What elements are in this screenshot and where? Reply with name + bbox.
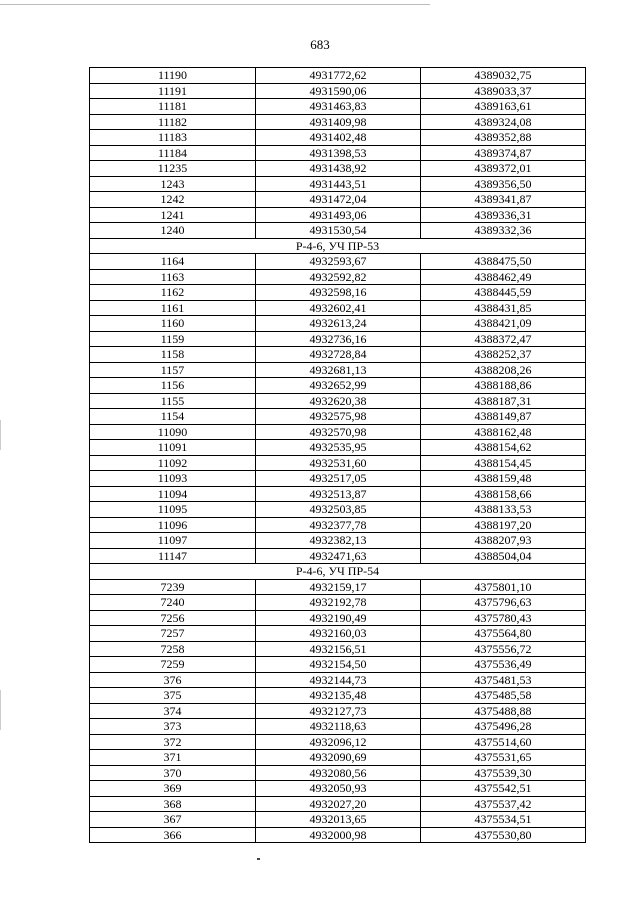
section-heading-row xyxy=(90,238,586,254)
y-coordinate-cell: 4375556,72 xyxy=(421,641,586,657)
y-coordinate-cell: 4388159,48 xyxy=(421,471,586,487)
table-row xyxy=(90,548,586,564)
y-coordinate-cell: 4388158,66 xyxy=(421,486,586,502)
scan-margin-mark xyxy=(0,420,1,450)
section-heading-row xyxy=(90,564,586,580)
x-coordinate-cell: 4932127,73 xyxy=(256,703,421,719)
point-number-cell: 11094 xyxy=(90,486,256,502)
y-coordinate-cell: 4388188,86 xyxy=(421,378,586,394)
point-number-cell: 370 xyxy=(90,765,256,781)
x-coordinate-cell: 4931530,54 xyxy=(256,223,421,239)
table-row xyxy=(90,223,586,239)
x-coordinate-cell: 4932050,93 xyxy=(256,781,421,797)
point-number-cell: 11096 xyxy=(90,517,256,533)
table-row xyxy=(90,533,586,549)
point-number-cell: 1243 xyxy=(90,176,256,192)
table-row xyxy=(90,68,586,84)
table-row xyxy=(90,471,586,487)
y-coordinate-cell: 4388133,53 xyxy=(421,502,586,518)
table-row xyxy=(90,517,586,533)
y-coordinate-cell: 4388445,59 xyxy=(421,285,586,301)
y-coordinate-cell: 4388504,04 xyxy=(421,548,586,564)
top-scan-rule xyxy=(0,4,430,5)
y-coordinate-cell: 4388197,20 xyxy=(421,517,586,533)
x-coordinate-cell: 4932593,67 xyxy=(256,254,421,270)
x-coordinate-cell: 4931398,53 xyxy=(256,145,421,161)
point-number-cell: 11092 xyxy=(90,455,256,471)
y-coordinate-cell: 4389332,36 xyxy=(421,223,586,239)
y-coordinate-cell: 4389336,31 xyxy=(421,207,586,223)
y-coordinate-cell: 4388187,31 xyxy=(421,393,586,409)
y-coordinate-cell: 4375534,51 xyxy=(421,812,586,828)
x-coordinate-cell: 4932090,69 xyxy=(256,750,421,766)
y-coordinate-cell: 4388372,47 xyxy=(421,331,586,347)
point-number-cell: 11181 xyxy=(90,99,256,115)
x-coordinate-cell: 4932190,49 xyxy=(256,610,421,626)
y-coordinate-cell: 4389324,08 xyxy=(421,114,586,130)
y-coordinate-cell: 4388162,48 xyxy=(421,424,586,440)
point-number-cell: 1154 xyxy=(90,409,256,425)
section-heading: Р-4-6, УЧ ПР-53 xyxy=(90,238,586,254)
table-row xyxy=(90,734,586,750)
x-coordinate-cell: 4932535,95 xyxy=(256,440,421,456)
x-coordinate-cell: 4932575,98 xyxy=(256,409,421,425)
point-number-cell: 1158 xyxy=(90,347,256,363)
table-row xyxy=(90,331,586,347)
point-number-cell: 11184 xyxy=(90,145,256,161)
y-coordinate-cell: 4375530,80 xyxy=(421,827,586,843)
point-number-cell: 1163 xyxy=(90,269,256,285)
x-coordinate-cell: 4932513,87 xyxy=(256,486,421,502)
y-coordinate-cell: 4389352,88 xyxy=(421,130,586,146)
point-number-cell: 11235 xyxy=(90,161,256,177)
y-coordinate-cell: 4389033,37 xyxy=(421,83,586,99)
point-number-cell: 11147 xyxy=(90,548,256,564)
x-coordinate-cell: 4931472,04 xyxy=(256,192,421,208)
x-coordinate-cell: 4932613,24 xyxy=(256,316,421,332)
y-coordinate-cell: 4388431,85 xyxy=(421,300,586,316)
y-coordinate-cell: 4375542,51 xyxy=(421,781,586,797)
table-row xyxy=(90,703,586,719)
x-coordinate-cell: 4931402,48 xyxy=(256,130,421,146)
table-row xyxy=(90,579,586,595)
x-coordinate-cell: 4932503,85 xyxy=(256,502,421,518)
y-coordinate-cell: 4389374,87 xyxy=(421,145,586,161)
x-coordinate-cell: 4932027,20 xyxy=(256,796,421,812)
point-number-cell: 1155 xyxy=(90,393,256,409)
x-coordinate-cell: 4932154,50 xyxy=(256,657,421,673)
coordinates-table-body xyxy=(90,68,586,843)
y-coordinate-cell: 4375539,30 xyxy=(421,765,586,781)
point-number-cell: 11093 xyxy=(90,471,256,487)
table-row xyxy=(90,765,586,781)
table-row xyxy=(90,595,586,611)
scan-speck xyxy=(257,858,260,860)
y-coordinate-cell: 4388475,50 xyxy=(421,254,586,270)
x-coordinate-cell: 4932592,82 xyxy=(256,269,421,285)
table-row xyxy=(90,440,586,456)
table-row xyxy=(90,99,586,115)
x-coordinate-cell: 4931443,51 xyxy=(256,176,421,192)
x-coordinate-cell: 4932471,63 xyxy=(256,548,421,564)
point-number-cell: 376 xyxy=(90,672,256,688)
y-coordinate-cell: 4389372,01 xyxy=(421,161,586,177)
x-coordinate-cell: 4932096,12 xyxy=(256,734,421,750)
y-coordinate-cell: 4388421,09 xyxy=(421,316,586,332)
y-coordinate-cell: 4389356,50 xyxy=(421,176,586,192)
table-row xyxy=(90,269,586,285)
point-number-cell: 7239 xyxy=(90,579,256,595)
point-number-cell: 371 xyxy=(90,750,256,766)
table-row xyxy=(90,114,586,130)
x-coordinate-cell: 4931463,83 xyxy=(256,99,421,115)
table-row xyxy=(90,641,586,657)
y-coordinate-cell: 4388462,49 xyxy=(421,269,586,285)
x-coordinate-cell: 4932144,73 xyxy=(256,672,421,688)
point-number-cell: 1156 xyxy=(90,378,256,394)
point-number-cell: 1160 xyxy=(90,316,256,332)
point-number-cell: 375 xyxy=(90,688,256,704)
point-number-cell: 1242 xyxy=(90,192,256,208)
x-coordinate-cell: 4932570,98 xyxy=(256,424,421,440)
y-coordinate-cell: 4375796,63 xyxy=(421,595,586,611)
y-coordinate-cell: 4375485,58 xyxy=(421,688,586,704)
scan-margin-mark xyxy=(0,690,1,730)
table-row xyxy=(90,83,586,99)
y-coordinate-cell: 4389032,75 xyxy=(421,68,586,84)
page-number: 683 xyxy=(310,37,330,52)
coordinates-table xyxy=(89,67,586,843)
x-coordinate-cell: 4932681,13 xyxy=(256,362,421,378)
table-row xyxy=(90,796,586,812)
x-coordinate-cell: 4932598,16 xyxy=(256,285,421,301)
y-coordinate-cell: 4375801,10 xyxy=(421,579,586,595)
table-row xyxy=(90,145,586,161)
x-coordinate-cell: 4932000,98 xyxy=(256,827,421,843)
point-number-cell: 11097 xyxy=(90,533,256,549)
table-row xyxy=(90,378,586,394)
x-coordinate-cell: 4932192,78 xyxy=(256,595,421,611)
y-coordinate-cell: 4375564,80 xyxy=(421,626,586,642)
point-number-cell: 11182 xyxy=(90,114,256,130)
x-coordinate-cell: 4931772,62 xyxy=(256,68,421,84)
table-row xyxy=(90,812,586,828)
x-coordinate-cell: 4932080,56 xyxy=(256,765,421,781)
table-row xyxy=(90,347,586,363)
y-coordinate-cell: 4388208,26 xyxy=(421,362,586,378)
table-row xyxy=(90,409,586,425)
x-coordinate-cell: 4932602,41 xyxy=(256,300,421,316)
x-coordinate-cell: 4931590,06 xyxy=(256,83,421,99)
y-coordinate-cell: 4388154,62 xyxy=(421,440,586,456)
table-row xyxy=(90,285,586,301)
table-row xyxy=(90,719,586,735)
point-number-cell: 11090 xyxy=(90,424,256,440)
y-coordinate-cell: 4375514,60 xyxy=(421,734,586,750)
point-number-cell: 372 xyxy=(90,734,256,750)
x-coordinate-cell: 4931493,06 xyxy=(256,207,421,223)
y-coordinate-cell: 4389163,61 xyxy=(421,99,586,115)
y-coordinate-cell: 4388207,93 xyxy=(421,533,586,549)
point-number-cell: 7258 xyxy=(90,641,256,657)
point-number-cell: 1157 xyxy=(90,362,256,378)
table-row xyxy=(90,362,586,378)
section-heading: Р-4-6, УЧ ПР-54 xyxy=(90,564,586,580)
point-number-cell: 11091 xyxy=(90,440,256,456)
point-number-cell: 11183 xyxy=(90,130,256,146)
x-coordinate-cell: 4932156,51 xyxy=(256,641,421,657)
point-number-cell: 11190 xyxy=(90,68,256,84)
x-coordinate-cell: 4931438,92 xyxy=(256,161,421,177)
table-row xyxy=(90,750,586,766)
table-row xyxy=(90,424,586,440)
table-row xyxy=(90,393,586,409)
table-row xyxy=(90,254,586,270)
table-row xyxy=(90,657,586,673)
point-number-cell: 1164 xyxy=(90,254,256,270)
point-number-cell: 373 xyxy=(90,719,256,735)
y-coordinate-cell: 4375780,43 xyxy=(421,610,586,626)
point-number-cell: 7256 xyxy=(90,610,256,626)
x-coordinate-cell: 4932135,48 xyxy=(256,688,421,704)
table-row xyxy=(90,827,586,843)
table-row xyxy=(90,130,586,146)
point-number-cell: 366 xyxy=(90,827,256,843)
table-row xyxy=(90,176,586,192)
y-coordinate-cell: 4375488,88 xyxy=(421,703,586,719)
y-coordinate-cell: 4375536,49 xyxy=(421,657,586,673)
table-row xyxy=(90,672,586,688)
table-row xyxy=(90,316,586,332)
y-coordinate-cell: 4375537,42 xyxy=(421,796,586,812)
x-coordinate-cell: 4932736,16 xyxy=(256,331,421,347)
y-coordinate-cell: 4388149,87 xyxy=(421,409,586,425)
x-coordinate-cell: 4932160,03 xyxy=(256,626,421,642)
x-coordinate-cell: 4931409,98 xyxy=(256,114,421,130)
x-coordinate-cell: 4932620,38 xyxy=(256,393,421,409)
x-coordinate-cell: 4932013,65 xyxy=(256,812,421,828)
x-coordinate-cell: 4932118,63 xyxy=(256,719,421,735)
table-row xyxy=(90,502,586,518)
table-row xyxy=(90,207,586,223)
table-row xyxy=(90,161,586,177)
point-number-cell: 374 xyxy=(90,703,256,719)
point-number-cell: 1241 xyxy=(90,207,256,223)
table-row xyxy=(90,455,586,471)
x-coordinate-cell: 4932382,13 xyxy=(256,533,421,549)
y-coordinate-cell: 4375531,65 xyxy=(421,750,586,766)
table-row xyxy=(90,300,586,316)
point-number-cell: 1240 xyxy=(90,223,256,239)
table-row xyxy=(90,781,586,797)
x-coordinate-cell: 4932377,78 xyxy=(256,517,421,533)
table-row xyxy=(90,486,586,502)
point-number-cell: 1161 xyxy=(90,300,256,316)
table-row xyxy=(90,688,586,704)
point-number-cell: 11095 xyxy=(90,502,256,518)
point-number-cell: 1159 xyxy=(90,331,256,347)
point-number-cell: 11191 xyxy=(90,83,256,99)
y-coordinate-cell: 4388252,37 xyxy=(421,347,586,363)
point-number-cell: 7240 xyxy=(90,595,256,611)
y-coordinate-cell: 4388154,45 xyxy=(421,455,586,471)
table-row xyxy=(90,610,586,626)
x-coordinate-cell: 4932728,84 xyxy=(256,347,421,363)
point-number-cell: 7257 xyxy=(90,626,256,642)
table-row xyxy=(90,192,586,208)
y-coordinate-cell: 4389341,87 xyxy=(421,192,586,208)
x-coordinate-cell: 4932159,17 xyxy=(256,579,421,595)
y-coordinate-cell: 4375481,53 xyxy=(421,672,586,688)
point-number-cell: 1162 xyxy=(90,285,256,301)
point-number-cell: 7259 xyxy=(90,657,256,673)
x-coordinate-cell: 4932531,60 xyxy=(256,455,421,471)
x-coordinate-cell: 4932517,05 xyxy=(256,471,421,487)
table-row xyxy=(90,626,586,642)
point-number-cell: 369 xyxy=(90,781,256,797)
point-number-cell: 368 xyxy=(90,796,256,812)
y-coordinate-cell: 4375496,28 xyxy=(421,719,586,735)
point-number-cell: 367 xyxy=(90,812,256,828)
x-coordinate-cell: 4932652,99 xyxy=(256,378,421,394)
